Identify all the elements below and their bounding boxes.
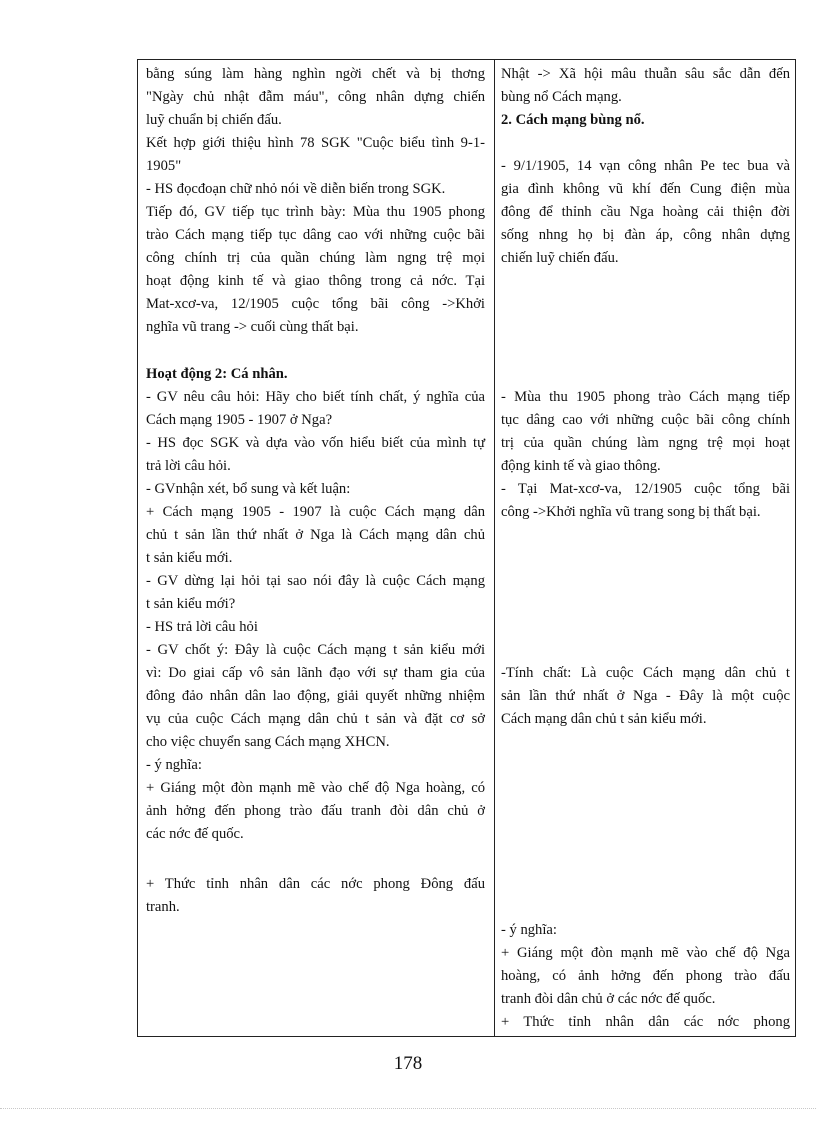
left-line: - ý nghĩa: — [146, 757, 202, 773]
right-line: -Tính chất: Là cuộc Cách mạng dân chủ t — [501, 665, 790, 681]
left-line: công chính trị của quần chúng làm ngng trệ mọi — [146, 250, 485, 266]
left-line: - HS đọc SGK và dựa vào vốn hiểu biết của mình tự — [146, 435, 485, 451]
right-line: đông để thỉnh cầu Nga hoàng cải thiện đời — [501, 204, 790, 220]
left-line: tranh. — [146, 899, 180, 915]
right-line: - Tại Mat-xcơ-va, 12/1905 cuộc tổng bãi — [501, 481, 790, 497]
left-line: các nớc đế quốc. — [146, 826, 244, 842]
left-line: 1905" — [146, 158, 182, 174]
right-line: - Mùa thu 1905 phong trào Cách mạng tiếp — [501, 389, 790, 405]
left-line: vì: Do giai cấp vô sản lãnh đạo với sự tham gia của — [146, 665, 485, 681]
lesson-table — [137, 59, 796, 1037]
left-line: - GV nêu câu hỏi: Hãy cho biết tính chất, ý nghĩa của — [146, 389, 485, 405]
left-line: Mat-xcơ-va, 12/1905 cuộc tổng bãi công ->Khởi — [146, 296, 485, 312]
content-column — [495, 60, 795, 1036]
left-line: trả lời câu hỏi. — [146, 458, 231, 474]
right-line: sống nhng họ bị đàn áp, công nhân dựng — [501, 227, 790, 243]
left-line: Tiếp đó, GV tiếp tục trình bày: Mùa thu 1905 phong — [146, 204, 485, 220]
right-line: + Thức tỉnh nhân dân các nớc phong — [501, 1014, 790, 1030]
left-line: "Ngày chủ nhật đẫm máu", công nhân dựng chiến — [146, 89, 485, 105]
left-line: trào Cách mạng tiếp tục dâng cao với những cuộc bãi — [146, 227, 485, 243]
right-line: tục dâng cao với những cuộc bãi công chính — [501, 412, 790, 428]
right-line: sản lần thứ nhất ở Nga - Đây là một cuộc — [501, 688, 790, 704]
left-line: + Giáng một đòn mạnh mẽ vào chế độ Nga hoàng, có — [146, 780, 485, 796]
left-line: + Thức tỉnh nhân dân các nớc phong Đông đấu — [146, 876, 485, 892]
left-line: Kết hợp giới thiệu hình 78 SGK "Cuộc biểu tình 9-1- — [146, 135, 485, 151]
right-line: - 9/1/1905, 14 vạn công nhân Pe tec bua và — [501, 158, 790, 174]
left-line: nghĩa vũ trang -> cuối cùng thất bại. — [146, 319, 359, 335]
left-line: chủ t sản lần thứ nhất ở Nga là Cách mạng dân chủ — [146, 527, 485, 543]
section-heading: 2. Cách mạng bùng nổ. — [501, 112, 645, 128]
right-line: hoàng, có ảnh hởng đến phong trào đấu — [501, 968, 790, 984]
right-line: + Giáng một đòn mạnh mẽ vào chế độ Nga — [501, 945, 790, 961]
left-line: - GV dừng lại hỏi tại sao nói đây là cuộc Cách mạng — [146, 573, 485, 589]
left-line: hoạt động kinh tế và giao thông trong cả nớc. Tại — [146, 273, 485, 289]
left-line: ảnh hởng đến phong trào đấu tranh đòi dân chủ ở — [146, 803, 485, 819]
left-line: - HS trả lời câu hỏi — [146, 619, 258, 635]
left-line: vụ của cuộc Cách mạng dân chủ t sản và đặt cơ sở — [146, 711, 485, 727]
right-line: trị của quần chúng làm ngng trệ mọi hoạt — [501, 435, 790, 451]
activity-heading: Hoạt động 2: Cá nhân. — [146, 366, 288, 382]
right-line: động kinh tế và giao thông. — [501, 458, 661, 474]
right-line: chiến luỹ chiến đấu. — [501, 250, 619, 266]
right-line: Cách mạng dân chủ t sản kiểu mới. — [501, 711, 707, 727]
left-line: - HS đọcđoạn chữ nhỏ nói về diễn biến trong SGK. — [146, 181, 446, 197]
page-number: 178 — [393, 1053, 423, 1074]
left-line: t sản kiểu mới? — [146, 596, 236, 612]
teacher-activity-column — [138, 60, 494, 1036]
right-line: tranh đòi dân chủ ở các nớc đế quốc. — [501, 991, 716, 1007]
left-line: t sản kiểu mới. — [146, 550, 233, 566]
left-line: Cách mạng 1905 - 1907 ở Nga? — [146, 412, 333, 428]
right-line: công ->Khởi nghĩa vũ trang song bị thất bại. — [501, 504, 761, 520]
left-line: - GV chốt ý: Đây là cuộc Cách mạng t sản kiểu mới — [146, 642, 485, 658]
right-line: gia đình không vũ khí đến Cung điện mùa — [501, 181, 790, 197]
left-line: cho việc chuyển sang Cách mạng XHCN. — [146, 734, 390, 750]
left-line: luỹ chuẩn bị chiến đấu. — [146, 112, 282, 128]
left-line: bằng súng làm hàng nghìn ngời chết và bị thơng — [146, 66, 485, 82]
right-line: Nhật -> Xã hội mâu thuẫn sâu sắc dẫn đến — [501, 66, 790, 82]
scan-divider — [0, 1108, 816, 1109]
left-line: + Cách mạng 1905 - 1907 là cuộc Cách mạng dân — [146, 504, 485, 520]
left-line: đông đảo nhân dân lao động, giải quyết những nhiệm — [146, 688, 485, 704]
left-line: - GVnhận xét, bổ sung và kết luận: — [146, 481, 351, 497]
right-line: - ý nghĩa: — [501, 922, 557, 938]
right-line: bùng nổ Cách mạng. — [501, 89, 622, 105]
